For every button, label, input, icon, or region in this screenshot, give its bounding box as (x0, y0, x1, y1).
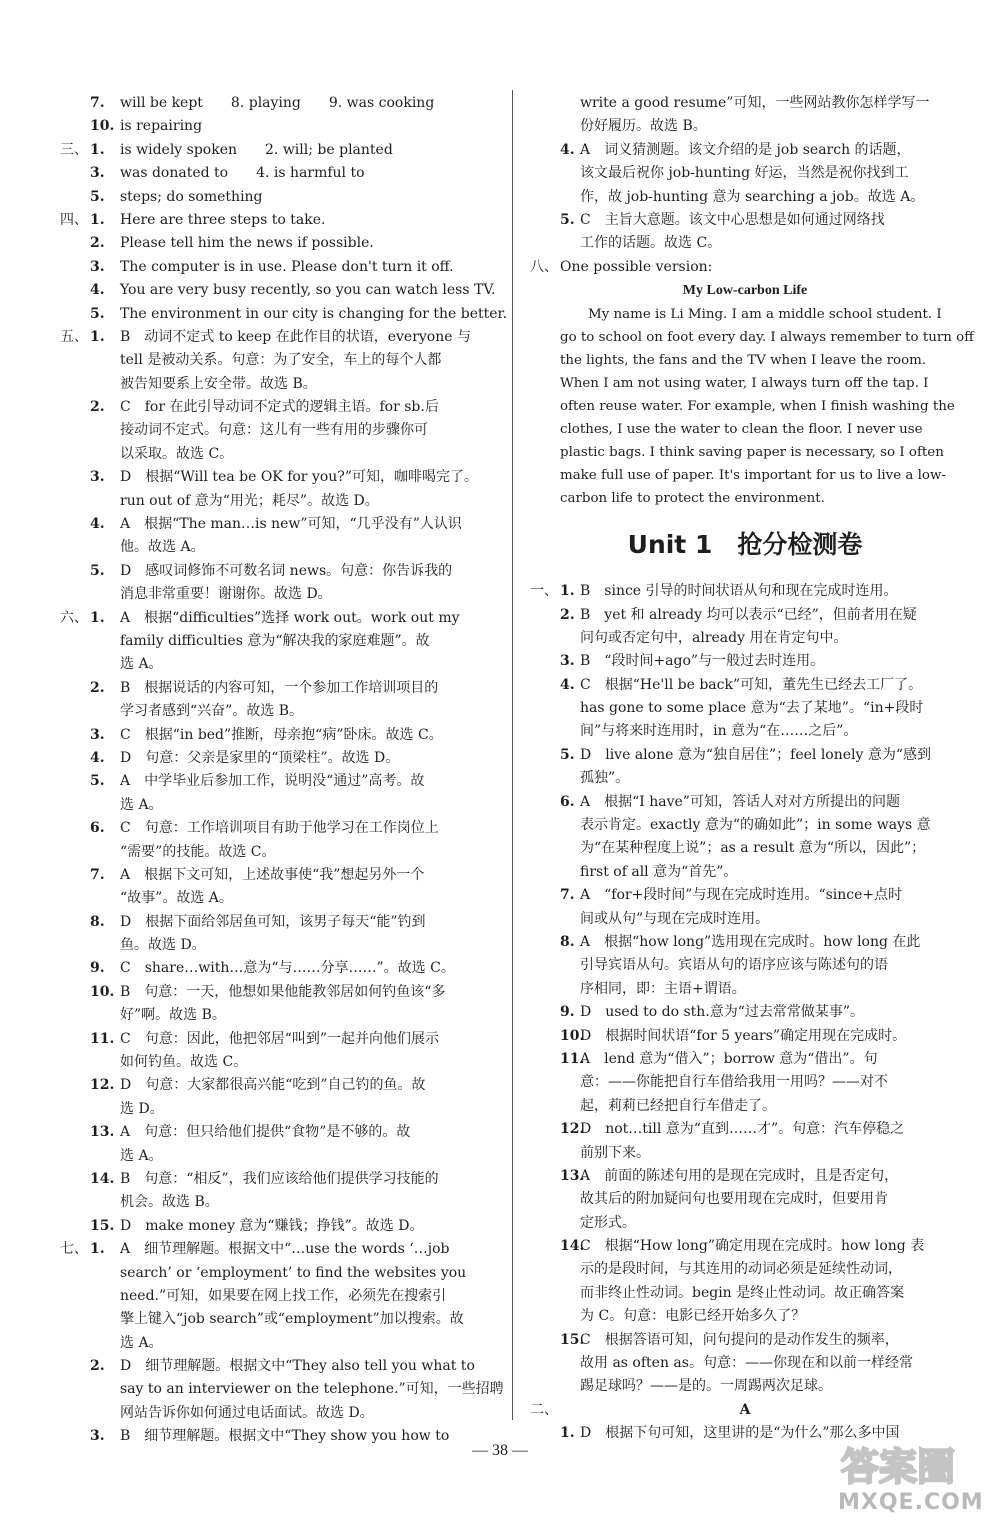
answer-line (530, 744, 960, 767)
answer-line (530, 209, 960, 232)
question-number: 3. (560, 653, 575, 670)
answer-text: D 根据下句可知，这里讲的是“为什么”那么多中国 (580, 1424, 900, 1441)
answer-line (60, 653, 498, 676)
answer-text: The computer is in use. Please don't turn it off. (120, 258, 454, 275)
answer-text: 为 C。句意：电影已经开始多久了？ (580, 1308, 806, 1325)
question-number: 2. (90, 679, 105, 696)
answer-text: 选 A。 (120, 796, 163, 813)
answer-text: steps; do something (120, 188, 263, 205)
answer-line (530, 931, 960, 954)
answer-text: C 句意：工作培训项目有助于他学习在工作岗位上 (120, 820, 439, 837)
answer-text: B yet 和 already 均可以表示“已经”，但前者用在疑 (580, 606, 917, 623)
answer-text: 意：——你能把自行车借给我用一用吗？——对不 (580, 1074, 888, 1091)
answer-text: 为“在某种程度上说”；as a result 意为“所以，因此”； (580, 840, 926, 857)
answer-line (60, 443, 498, 466)
answer-line (530, 674, 960, 697)
answer-line (60, 1051, 498, 1074)
answer-text: D 根据下面给邻居鱼可知，该男子每天“能”钓到 (120, 913, 426, 930)
question-number: 1. (90, 141, 105, 158)
answer-text: D make money 意为“赚钱；挣钱”。故选 D。 (120, 1217, 424, 1234)
question-number: 2. (90, 235, 105, 252)
unit-title: Unit 1 抢分检测卷 (627, 530, 863, 560)
answer-text: B 句意：“相反”，我们应该给他们提供学习技能的 (120, 1170, 439, 1187)
question-number: 3. (90, 165, 105, 182)
answer-line (530, 837, 960, 860)
essay-line: clothes, I use the water to clean the floor. I never use (560, 422, 923, 438)
question-number: 4. (560, 676, 575, 693)
question-number: 2. (90, 399, 105, 416)
answer-line (530, 697, 960, 720)
answer-line (530, 1375, 960, 1398)
answer-text: B 细节理解题。根据文中“They show you how to (120, 1428, 450, 1445)
essay-line: My name is Li Ming. I am a middle school student. I (588, 307, 942, 323)
answer-line (60, 560, 498, 583)
answer-text: 选 A。 (120, 656, 163, 673)
answer-text: 被告知要系上安全带。故选 B。 (120, 375, 317, 392)
essay-line: When I am not using water, I always turn off the tap. I (560, 376, 929, 392)
answer-text: 机会。故选 B。 (120, 1194, 219, 1211)
answer-text: 故其后的附加疑问句也要用现在完成时，但要用肯 (580, 1191, 888, 1208)
answer-text: A lend 意为“借入”；borrow 意为“借出”。句 (580, 1050, 878, 1067)
answer-line (60, 887, 498, 910)
section-marker: 二、 (530, 1401, 558, 1418)
answer-text: Please tell him the news if possible. (120, 235, 374, 252)
answer-text: “需要”的技能。故选 C。 (120, 843, 276, 860)
answer-text: A 中学毕业后参加工作，说明没“通过”高考。故 (120, 773, 425, 790)
answer-line (60, 326, 498, 349)
answer-text: write a good resume”可知，一些网站教你怎样学写一 (580, 95, 930, 111)
answer-text: 选 A。 (120, 1334, 163, 1351)
watermark-logo-icon (808, 1440, 988, 1490)
answer-line (60, 162, 498, 185)
answer-line (60, 373, 498, 396)
answer-line (60, 115, 498, 138)
question-number: 10. (90, 983, 115, 1000)
answer-line (60, 1121, 498, 1144)
answer-line (60, 209, 498, 232)
right-column (530, 92, 974, 1445)
answer-text: C 根据“in bed”推断，母亲抱“病”卧床。故选 C。 (120, 726, 443, 743)
watermark (808, 1440, 988, 1520)
answer-text: first of all 意为“首先”。 (580, 863, 738, 880)
question-number: 15. (90, 1217, 115, 1234)
question-number: 5. (90, 305, 105, 322)
answer-text: A 词义猜测题。该文介绍的是 job search 的话题， (580, 141, 911, 158)
question-number: 12. (90, 1077, 115, 1094)
answer-line (530, 1329, 960, 1352)
answer-text: A 根据“how long”选用现在完成时。how long 在此 (580, 933, 921, 950)
answer-line (530, 1258, 960, 1281)
question-number: 7. (90, 866, 105, 883)
question-number: 8. (560, 933, 575, 950)
answer-text: A 根据下文可知，上述故事使“我”想起另外一个 (120, 866, 425, 883)
answer-text: A 根据“The man…is new”可知，“几乎没有”人认识 (120, 516, 462, 533)
answer-text: A 前面的陈述句用的是现在完成时，且是否定句， (580, 1167, 899, 1184)
question-number: 1. (90, 211, 105, 228)
answer-text: You are very busy recently, so you can watch less TV. (120, 282, 496, 299)
answer-text: 消息非常重要！谢谢你。故选 D。 (120, 586, 332, 603)
answer-text: 选 A。 (120, 1147, 163, 1164)
answer-line (530, 232, 960, 255)
answer-text: C 根据“He'll be back”可知，董先生已经去工厂了。 (580, 676, 923, 693)
section-marker: 一、 (530, 583, 558, 600)
page-number: — 38 — (472, 1442, 528, 1459)
question-number: 7. (560, 887, 575, 904)
answer-line (60, 1004, 498, 1027)
answer-line (60, 419, 498, 442)
answer-line (60, 279, 498, 302)
question-number: 14. (90, 1170, 115, 1187)
answer-text: 如何钓鱼。故选 C。 (120, 1054, 248, 1071)
answer-line (60, 396, 498, 419)
answer-line (60, 303, 508, 326)
answer-text: 工作的话题。故选 C。 (580, 235, 722, 252)
answer-text: say to an interviewer on the telephone.”可知，一些招聘 (120, 1381, 504, 1398)
answer-line (60, 1098, 498, 1121)
answer-text: D 感叹词修饰不可数名词 news。句意：你告诉我的 (120, 562, 453, 579)
answer-text: 他。故选 A。 (120, 539, 205, 556)
answer-line (530, 1212, 960, 1235)
answer-text: 网站告诉你如何通过电话面试。故选 D。 (120, 1404, 374, 1421)
answer-line (530, 791, 960, 814)
answer-text: 以采取。故选 C。 (120, 445, 234, 462)
right-column-answers (530, 580, 960, 1399)
answer-line (530, 1142, 960, 1165)
answer-line (530, 720, 960, 743)
answer-text: 故用 as often as。句意：——你现在和以前一样经常 (580, 1355, 913, 1372)
answer-line (60, 513, 498, 536)
answer-line (60, 1355, 498, 1378)
answer-line (530, 604, 960, 627)
answer-text: A “for+段时间”与现在完成时连用。“since+点时 (580, 887, 903, 904)
answer-text: B 根据说话的内容可知，一个参加工作培训项目的 (120, 679, 439, 696)
question-number: 3. (90, 258, 105, 275)
answer-line (60, 700, 498, 723)
answer-line (60, 770, 498, 793)
answer-line (60, 349, 498, 372)
question-number: 8. (90, 913, 105, 930)
answer-text: has gone to some place 意为“去了某地”。“in+段时 (580, 700, 924, 717)
answer-text: tell 是被动关系。句意：为了安全，车上的每个人都 (120, 352, 442, 369)
question-number: 2. (560, 606, 575, 623)
question-number: 1. (90, 1241, 105, 1258)
answer-line (60, 864, 498, 887)
question-number: 5. (560, 746, 575, 763)
essay-line: the lights, the fans and the TV when I leave the room. (560, 353, 927, 369)
answer-line (60, 1191, 498, 1214)
answer-line (60, 794, 498, 817)
answer-text: Here are three steps to take. (120, 211, 326, 228)
answer-text: 前别下来。 (580, 1144, 650, 1161)
question-number: 11. (560, 1050, 585, 1067)
answer-line (530, 92, 960, 115)
answer-text: A 句意：但只给他们提供“食物”是不够的。故 (120, 1124, 411, 1141)
answer-text: C for 在此引导动词不定式的逻辑主语。for sb.后 (120, 399, 439, 416)
answer-line (60, 139, 498, 162)
answer-line (60, 1402, 498, 1425)
question-number: 1. (560, 583, 575, 600)
question-number: 7. (90, 95, 105, 111)
answer-line (60, 841, 498, 864)
column-divider (512, 90, 513, 1420)
question-number: 3. (90, 469, 105, 486)
question-number: 5. (90, 773, 105, 790)
answer-text: 间”与将来时连用时，in 意为“在……之后”。 (580, 723, 858, 740)
answer-text: 序相同，即：主语+谓语。 (580, 980, 746, 997)
essay (530, 279, 974, 510)
answer-line (530, 1118, 960, 1141)
answer-text: 示的是段时间，与其连用的动词必须是延续性动词， (580, 1261, 902, 1278)
answer-line (60, 981, 498, 1004)
answer-text: D 句意：大家都很高兴能“吃到”自己钓的鱼。故 (120, 1077, 426, 1094)
answer-text: D 根据时间状语“for 5 years”确定用现在完成时。 (580, 1027, 907, 1044)
answer-line (60, 1262, 498, 1285)
answer-line (60, 232, 498, 255)
answer-text: is repairing (120, 118, 203, 135)
answer-line (60, 583, 498, 606)
answer-line (530, 814, 960, 837)
question-number: 3. (90, 1428, 105, 1445)
answer-line (530, 162, 960, 185)
essay-line: go to school on foot every day. I always remember to turn off (560, 330, 974, 346)
question-number: 4. (90, 282, 105, 299)
answer-line (530, 256, 960, 279)
answer-text: 擎上键入“job search”或“employment”加以搜索。故 (120, 1311, 464, 1328)
answer-text: A 细节理解题。根据文中“…use the words ‘…job (120, 1241, 450, 1258)
answer-text: C 主旨大意题。该文中心思想是如何通过网络找 (580, 211, 885, 228)
right-column-top (530, 92, 960, 279)
answer-text: 选 D。 (120, 1100, 164, 1117)
essay-line: plastic bags. I think saving paper is necessary, so I often (560, 445, 944, 461)
answer-text: C 根据答语可知，问句提问的是动作发生的频率， (580, 1331, 899, 1348)
answer-line (530, 954, 960, 977)
answer-text: 学习者感到“兴奋”。故选 B。 (120, 703, 304, 720)
answer-text: search’ or ‘employment’ to find the websites you (120, 1264, 467, 1281)
answer-line (530, 861, 960, 884)
answer-line (530, 1352, 960, 1375)
question-number: 1. (560, 1424, 575, 1441)
answer-line (60, 1028, 498, 1051)
answer-line (530, 1305, 960, 1328)
answer-text: 踢足球吗？——是的。一周踢两次足球。 (580, 1378, 832, 1395)
answer-text: D 句意：父亲是家里的“顶梁柱”。故选 D。 (120, 749, 400, 766)
question-number: 9. (560, 1004, 575, 1021)
answer-text: D used to do sth.意为“过去常常做某事”。 (580, 1004, 865, 1021)
section-marker: 八、 (530, 258, 558, 275)
essay-line: carbon life to protect the environment. (560, 491, 825, 507)
answer-line (60, 1332, 498, 1355)
question-number: 4. (560, 141, 575, 158)
answer-line (60, 817, 498, 840)
answer-text: was donated to 4. is harmful to (120, 165, 365, 182)
answer-text: C 句意：因此，他把邻居“叫到”一起并向他们展示 (120, 1030, 440, 1047)
section-marker: 七、 (60, 1241, 88, 1258)
answer-line (530, 139, 960, 162)
question-number: 2. (90, 1358, 105, 1375)
answer-text: 该文最后祝你 job-hunting 好运，当然是祝你找到工 (580, 165, 909, 182)
answer-line (530, 650, 960, 673)
answer-text: A 根据“I have”可知，答话人对对方所提出的问题 (580, 793, 900, 810)
answer-line (60, 256, 498, 279)
answer-line (530, 1071, 960, 1094)
answer-line (60, 1425, 498, 1448)
answer-line (60, 92, 498, 115)
section-marker: 六、 (60, 609, 88, 626)
essay-body (530, 303, 974, 510)
answer-text: C 根据“How long”确定用现在完成时。how long 表 (580, 1238, 925, 1255)
answer-text: D not…till 意为“直到……才”。句意：汽车停稳之 (580, 1121, 905, 1138)
essay-title: My Low-carbon Life (682, 283, 808, 299)
answer-text: 间或从句”与现在完成时连用。 (580, 910, 770, 927)
question-number: 1. (90, 609, 105, 626)
answer-text: 而非终止性动词。begin 是终止性动词。故正确答案 (580, 1284, 905, 1301)
answer-line (530, 1025, 960, 1048)
answer-text: run out of 意为“用光；耗尽”。故选 D。 (120, 492, 379, 509)
watermark-url: MXQE.COM (838, 1490, 984, 1515)
answer-text: will be kept 8. playing 9. was cooking (120, 95, 435, 111)
answer-text: 鱼。故选 D。 (120, 937, 206, 954)
answer-text: 接动词不定式。句意：这儿有一些有用的步骤你可 (120, 422, 428, 439)
answer-text: need.”可知，如果要在网上找工作，必须先在搜索引 (120, 1287, 447, 1304)
essay-line: often reuse water. For example, when I finish washing the (560, 399, 955, 415)
answer-text: 起，莉莉已经把自行车借走了。 (580, 1097, 776, 1114)
answer-line (60, 747, 498, 770)
answer-text: family difficulties 意为“解决我的家庭难题”。故 (120, 632, 430, 649)
answer-line (530, 908, 960, 931)
answer-line (530, 1188, 960, 1211)
answer-text: B since 引导的时间状语从句和现在完成时连用。 (580, 583, 898, 600)
answer-line (530, 1095, 960, 1118)
answer-text: D 细节理解题。根据文中“They also tell you what to (120, 1358, 475, 1375)
answer-text: 作，故 job-hunting 意为 searching a job。故选 A。 (580, 188, 925, 205)
answer-line (60, 1285, 498, 1308)
question-number: 4. (90, 516, 105, 533)
answer-line (60, 1378, 504, 1401)
answer-line (60, 911, 498, 934)
answer-text: 引导宾语从句。宾语从句的语序应该与陈述句的语 (580, 957, 888, 974)
answer-line (60, 724, 498, 747)
answer-text: B “段时间+ago”与一般过去时连用。 (580, 653, 825, 670)
answer-text: A 根据“difficulties”选择 work out。work out my (120, 609, 460, 626)
section-two-heading (530, 1399, 960, 1422)
answer-line (530, 580, 960, 603)
answer-line (60, 1145, 498, 1168)
answer-line (60, 1238, 498, 1261)
answer-line (530, 1001, 960, 1024)
question-number: 13. (90, 1124, 115, 1141)
answer-text: D live alone 意为“独自居住”；feel lonely 意为“感到 (580, 746, 932, 763)
answer-text: 问句或否定句中，already 用在肯定句中。 (580, 629, 848, 646)
answer-line (530, 115, 960, 138)
answer-line (530, 1235, 960, 1258)
svg-text:答案圈: 答案圈 (840, 1445, 956, 1489)
question-number: 13. (560, 1167, 585, 1184)
answer-line (530, 884, 960, 907)
question-number: 4. (90, 749, 105, 766)
answer-line (60, 1215, 498, 1238)
answer-line (60, 1308, 498, 1331)
question-number: 15. (560, 1331, 585, 1348)
question-number: 1. (90, 328, 105, 345)
answer-line (530, 1048, 960, 1071)
question-number: 10. (560, 1027, 585, 1044)
section-marker: 四、 (60, 211, 88, 228)
question-number: 9. (90, 960, 105, 977)
answer-line (60, 607, 498, 630)
answer-text: is widely spoken 2. will; be planted (120, 141, 393, 158)
question-number: 5. (90, 562, 105, 579)
answer-text: 孤独”。 (580, 770, 630, 787)
answer-line (530, 1282, 960, 1305)
answer-text: One possible version: (560, 258, 713, 275)
answer-text: 定形式。 (580, 1214, 636, 1231)
answer-text: B 句意：一天，他想如果他能教邻居如何钓鱼该“多 (120, 983, 446, 1000)
answer-text: “故事”。故选 A。 (120, 890, 233, 907)
answer-line (60, 1168, 498, 1191)
answer-line (60, 934, 498, 957)
answer-text: The environment in our city is changing for the better. (120, 305, 508, 322)
question-number: 14. (560, 1238, 585, 1255)
answer-text: 好”啊。故选 B。 (120, 1007, 226, 1024)
answer-line (60, 536, 498, 559)
answer-line (60, 466, 498, 489)
answer-line (60, 677, 498, 700)
answer-text: D 根据“Will tea be OK for you?”可知，咖啡喝完了。 (120, 469, 478, 486)
answer-line (530, 1165, 960, 1188)
answer-text: C share…with…意为“与……分享……”。故选 C。 (120, 960, 455, 977)
answer-line (60, 186, 498, 209)
question-number: 6. (90, 820, 105, 837)
answer-text: 份好履历。故选 B。 (580, 118, 707, 135)
answer-line (530, 767, 960, 790)
question-number: 5. (560, 211, 575, 228)
question-number: 10. (90, 118, 115, 135)
passage-label: A (739, 1401, 751, 1418)
answer-line (530, 186, 960, 209)
question-number: 6. (560, 793, 575, 810)
section-marker: 五、 (60, 328, 88, 345)
answer-line (60, 957, 498, 980)
section-marker: 三、 (60, 141, 88, 158)
answer-text: 表示肯定。exactly 意为“的确如此”；in some ways 意 (580, 817, 931, 834)
answer-line (530, 627, 960, 650)
answer-text: B 动词不定式 to keep 在此作目的状语，everyone 与 (120, 328, 471, 345)
question-number: 5. (90, 188, 105, 205)
answer-line (530, 978, 960, 1001)
question-number: 11. (90, 1030, 115, 1047)
answer-line (60, 490, 498, 513)
left-column (60, 92, 508, 1449)
essay-line: make full use of paper. It's important for us to live a low- (560, 468, 946, 484)
answer-line (60, 630, 498, 653)
answer-line (60, 1074, 498, 1097)
question-number: 12. (560, 1121, 585, 1138)
question-number: 3. (90, 726, 105, 743)
